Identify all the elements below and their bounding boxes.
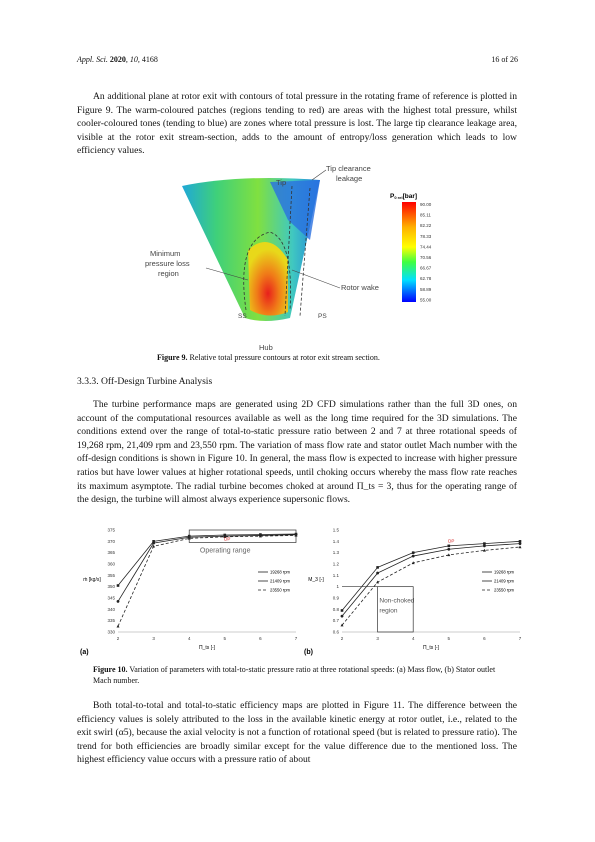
label-tip: Tip bbox=[276, 178, 287, 187]
y-tick-label: 1.4 bbox=[332, 538, 339, 544]
y-tick-label: 355 bbox=[107, 572, 115, 578]
dp-label: DP bbox=[448, 538, 455, 544]
x-tick-label: 2 bbox=[340, 636, 344, 641]
x-tick-label: 4 bbox=[187, 636, 191, 641]
legend-title: P0 rel[bar] bbox=[390, 193, 418, 200]
dp-label: DP bbox=[224, 536, 231, 542]
y-tick-label: 0.7 bbox=[332, 618, 339, 624]
page-header bbox=[77, 55, 518, 64]
label-min-3: region bbox=[158, 269, 179, 278]
legend-values bbox=[420, 202, 432, 302]
x-tick-label: 2 bbox=[116, 636, 120, 641]
legend-entry: 23550 rpm bbox=[494, 587, 515, 593]
legend-entry: 21409 rpm bbox=[270, 578, 291, 584]
chart-mach-number bbox=[304, 528, 522, 657]
x-tick-label: 3 bbox=[376, 636, 379, 641]
y-tick-label: 350 bbox=[107, 584, 115, 590]
panel-label: (b) bbox=[304, 649, 313, 656]
y-tick-label: 0.6 bbox=[332, 629, 339, 635]
y-tick-label: 0.9 bbox=[332, 595, 339, 601]
high-pressure-patch bbox=[248, 242, 288, 316]
y-tick-label: 1.5 bbox=[332, 527, 339, 533]
legend-value: 74.44 bbox=[420, 244, 432, 250]
legend-value: 58.89 bbox=[420, 286, 432, 292]
data-point bbox=[376, 572, 379, 575]
figure-10-caption: Figure 10. Variation of parameters with total-to-static pressure ratio at three rotational speeds: (a) Mass flow, (b) Stator outlet Mach number. bbox=[93, 665, 496, 685]
legend-value: 62.78 bbox=[420, 276, 432, 282]
label-min-1: Minimum bbox=[150, 249, 181, 258]
subsection-heading: 3.3.3. Off-Design Turbine Analysis bbox=[77, 376, 213, 387]
data-point bbox=[412, 555, 415, 558]
x-tick-label: 4 bbox=[411, 636, 415, 641]
paragraph-3: Both total-to-total and total-to-static efficiency maps are plotted in Figure 11. The difference between the efficiency values is solely attributed to the loss in the available kinetic energy at rotor outlet, i.e., related to the exit swirl (α5), because the axial velocity is not a function of rotational speed (but is related to pressure ratio). The trend for both efficiencies are broadly similar except for the value difference due to the mentioned loss. The highest efficiency value occurs with a pressure ratio of about bbox=[77, 700, 517, 766]
data-point bbox=[341, 615, 344, 618]
y-tick-label: 330 bbox=[107, 629, 115, 635]
y-tick-label: 360 bbox=[107, 561, 115, 567]
y-axis-label: M_3 [-] bbox=[308, 577, 324, 583]
leader-tip bbox=[312, 170, 326, 180]
data-point bbox=[447, 553, 450, 556]
journal-citation: Appl. Sci. 2020, 10, 4168 bbox=[77, 55, 158, 64]
label-ps: PS bbox=[318, 313, 327, 320]
figure-9 bbox=[140, 160, 460, 355]
panel-label: (a) bbox=[80, 649, 89, 656]
data-point bbox=[519, 545, 522, 548]
data-point bbox=[412, 551, 415, 554]
x-tick-label: 6 bbox=[483, 636, 486, 641]
series-line bbox=[342, 541, 520, 610]
y-tick-label: 0.8 bbox=[332, 606, 339, 612]
paragraph-1: An additional plane at rotor exit with contours of total pressure in the rotating frame of reference is plotted in Figure 9. The warm-coloured patches (regions tending to red) are areas with the highest total pressure, whilst cooler-coloured tones (tending to blue) are zones where total pressure is lost. The large tip clearance leakage area, visible at the rotor exit stream-section, adds to the amount of entropy/loss generation which leads to low efficiency values. bbox=[77, 91, 517, 157]
y-tick-label: 340 bbox=[107, 606, 115, 612]
label-rotor-wake: Rotor wake bbox=[341, 283, 379, 292]
y-tick-label: 1.2 bbox=[332, 561, 339, 567]
operating-range-label: Operating range bbox=[199, 547, 251, 555]
data-point bbox=[448, 545, 451, 548]
paragraph-2: The turbine performance maps are generated using 2D CFD simulations rather than the full 3D ones, on account of the computational resources available as well as the long time required for the 3D simulations. The conditions extend over the range of total-to-static pressure ratio between 2 and 7 at three rotational speeds of 19,268 rpm, 21,409 rpm and 23,550 rpm. The variation of mass flow rate and stator outlet Mach number with the off-design conditions is shown in Figure 10. In general, the mass flow is expected to increase with higher pressure ratios but have lower values at higher rotational speeds, until choking occurs whereby the mass flow rate reaches its maximum asymptote. The radial turbine becomes choked at around Π_ts = 3, thus for the operating range of the design, the turbine will almost always experience supersonic flows. bbox=[77, 399, 517, 506]
data-point bbox=[483, 544, 486, 547]
data-point bbox=[117, 600, 120, 603]
legend-value: 55.00 bbox=[420, 297, 432, 303]
x-tick-label: 7 bbox=[518, 636, 522, 641]
y-tick-label: 1.1 bbox=[332, 572, 339, 578]
legend-value: 70.56 bbox=[420, 255, 432, 260]
data-point bbox=[376, 566, 379, 569]
series-line bbox=[342, 547, 520, 625]
x-tick-label: 7 bbox=[294, 636, 298, 641]
y-axis-label: ṁ [kg/s] bbox=[83, 577, 101, 583]
data-point bbox=[341, 609, 344, 612]
legend-entry: 21409 rpm bbox=[494, 578, 515, 584]
data-point bbox=[519, 542, 522, 545]
chart-mass-flow bbox=[80, 528, 298, 657]
label-hub: Hub bbox=[259, 343, 273, 352]
legend-value: 82.22 bbox=[420, 223, 432, 229]
leader-wake bbox=[292, 270, 340, 288]
label-tip-clearance: Tip clearance bbox=[326, 164, 371, 173]
x-tick-label: 3 bbox=[152, 636, 155, 641]
figure-10 bbox=[72, 522, 522, 657]
x-axis-label: Π_ts [-] bbox=[198, 645, 216, 651]
page-number: 16 of 26 bbox=[491, 55, 518, 64]
legend-entry: 19268 rpm bbox=[494, 569, 515, 575]
label-ss: SS bbox=[238, 313, 247, 320]
legend-colorbar bbox=[402, 202, 416, 302]
legend-entry: 19268 rpm bbox=[270, 569, 291, 575]
x-tick-label: 5 bbox=[223, 636, 227, 641]
legend-value: 66.67 bbox=[420, 265, 432, 271]
legend-value: 90.00 bbox=[420, 202, 432, 207]
figure-9-caption: Figure 9. Relative total pressure contours at rotor exit stream section. bbox=[157, 353, 380, 362]
x-tick-label: 5 bbox=[447, 636, 451, 641]
y-tick-label: 375 bbox=[107, 527, 115, 533]
data-point bbox=[117, 584, 120, 587]
y-tick-label: 345 bbox=[107, 595, 115, 601]
y-tick-label: 335 bbox=[107, 618, 115, 624]
y-tick-label: 1 bbox=[336, 584, 339, 590]
y-tick-label: 365 bbox=[107, 550, 115, 556]
label-leakage: leakage bbox=[336, 174, 363, 183]
non-choked-region-label: region bbox=[379, 607, 398, 615]
non-choked-label: Non-choked bbox=[379, 597, 415, 605]
data-point bbox=[447, 548, 450, 551]
legend-entry: 23550 rpm bbox=[270, 587, 291, 593]
x-tick-label: 6 bbox=[259, 636, 262, 641]
y-tick-label: 1.3 bbox=[332, 550, 339, 556]
y-tick-label: 370 bbox=[107, 538, 115, 544]
label-min-2: pressure loss bbox=[145, 259, 190, 268]
legend-value: 85.11 bbox=[420, 212, 431, 218]
data-point bbox=[152, 542, 155, 545]
legend-value: 78.33 bbox=[420, 233, 432, 239]
x-axis-label: Π_ts [-] bbox=[422, 645, 440, 651]
data-point bbox=[117, 625, 120, 628]
